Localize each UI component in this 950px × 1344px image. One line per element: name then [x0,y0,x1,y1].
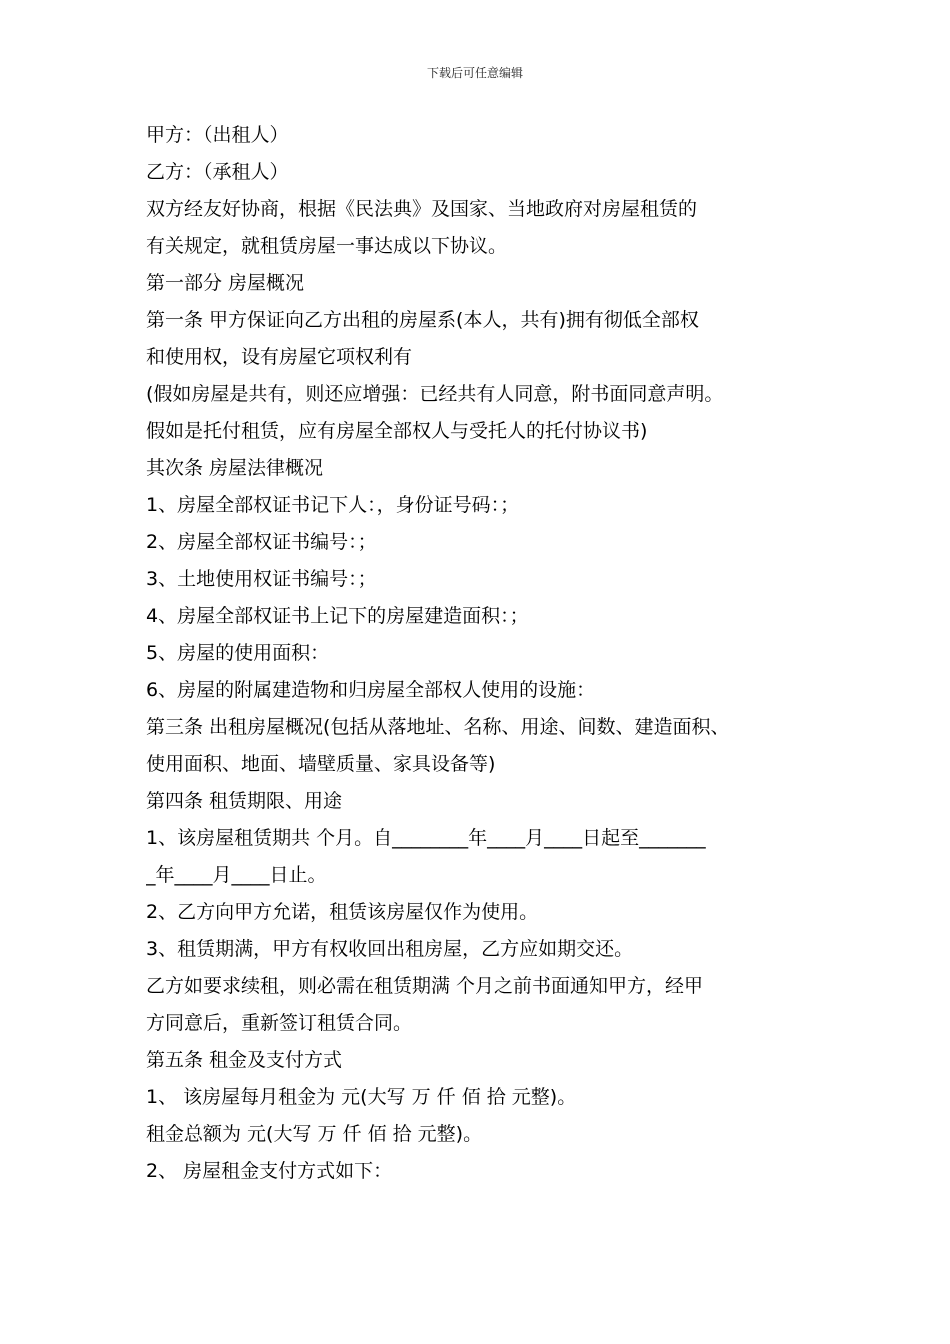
article-one-line-2: 和使用权，设有房屋它项权利有 [146,346,413,368]
article-three-line-1: 第三条 出租房屋概况(包括从落地址、名称、用途、间数、建造面积、 [146,716,730,738]
article-two-item-5: 5、房屋的使用面积： [146,642,330,664]
header-note: 下载后可任意编辑 [426,66,523,80]
renewal-paragraph-line-2: 方同意后，重新签订租赁合同。 [146,1012,413,1034]
article-one-note-line-2: 假如是托付租赁，应有房屋全部权人与受托人的托付协议书) [146,420,648,442]
rent-total-line: 租金总额为 元(大写 万 仟 佰 拾 元整)。 [146,1123,483,1145]
intro-paragraph-line-1: 双方经友好协商，根据《民法典》及国家、当地政府对房屋租赁的 [146,198,698,220]
party-a-line: 甲方：（出租人） [146,124,289,146]
article-two-item-4: 4、房屋全部权证书上记下的房屋建造面积：； [146,605,529,627]
section-heading-part-one: 第一部分 房屋概况 [146,272,305,294]
renewal-paragraph-line-1: 乙方如要求续租，则必需在租赁期满 个月之前书面通知甲方，经甲 [146,975,704,997]
article-two-item-2: 2、房屋全部权证书编号：； [146,531,377,553]
article-four-item-3: 3、租赁期满，甲方有权收回出租房屋，乙方应如期交还。 [146,938,634,960]
page-header [0,64,950,82]
article-five-item-2: 2、 房屋租金支付方式如下： [146,1160,393,1182]
party-b-line: 乙方：（承租人） [146,161,289,183]
article-four-item-1-line-2: _年____月____日止。 [146,864,327,886]
article-four-item-2: 2、乙方向甲方允诺，租赁该房屋仅作为使用。 [146,901,539,923]
article-three-line-2: 使用面积、地面、墙壁质量、家具设备等) [146,753,496,775]
article-one-note-line-1: (假如房屋是共有，则还应增强：已经共有人同意，附书面同意声明。 [146,383,724,405]
intro-paragraph-line-2: 有关规定，就租赁房屋一事达成以下协议。 [146,235,508,257]
article-four-heading: 第四条 租赁期限、用途 [146,790,343,812]
article-two-item-6: 6、房屋的附属建造物和归房屋全部权人使用的设施： [146,679,596,701]
article-two-item-1: 1、房屋全部权证书记下人：，身份证号码：； [146,494,520,516]
article-one-line-1: 第一条 甲方保证向乙方出租的房屋系(本人，共有)拥有彻低全部权 [146,309,699,331]
article-two-heading: 其次条 房屋法律概况 [146,457,324,479]
article-five-heading: 第五条 租金及支付方式 [146,1049,343,1071]
document-body [146,117,836,1190]
article-two-item-3: 3、土地使用权证书编号：； [146,568,377,590]
article-four-item-1-line-1: 1、该房屋租赁期共 个月。自________年____月____日起至_______ [146,827,706,849]
article-five-item-1: 1、 该房屋每月租金为 元(大写 万 仟 佰 拾 元整)。 [146,1086,577,1108]
